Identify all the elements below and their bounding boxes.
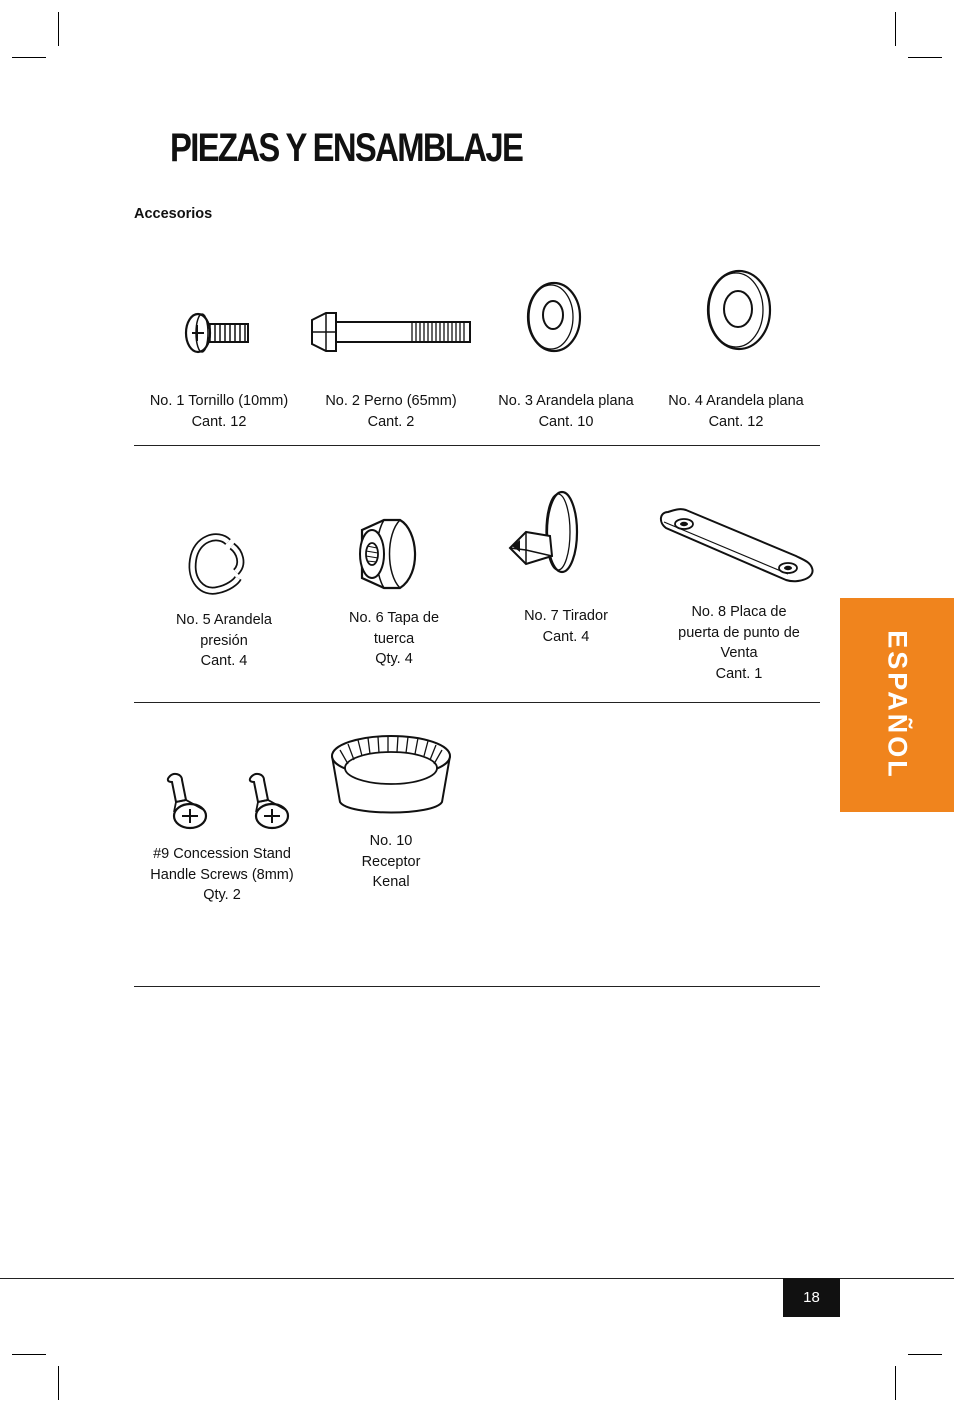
crop-mark — [908, 57, 942, 58]
part-7 — [474, 520, 654, 690]
flat-washer-large-icon — [704, 268, 774, 352]
handle-screw-icon — [160, 772, 300, 836]
part-10 — [314, 730, 474, 900]
part-6-caption: No. 6 Tapa de tuerca Qty. 4 — [348, 610, 440, 667]
language-tab-label: ESPAÑOL — [882, 630, 913, 780]
lock-washer-icon — [188, 532, 248, 596]
page-title: PIEZAS Y ENSAMBLAJE — [170, 126, 523, 170]
part-4-caption: No. 4 Arandela plana Cant. 12 — [668, 393, 804, 430]
part-1 — [134, 300, 304, 440]
part-6 — [314, 520, 474, 690]
part-3-caption: No. 3 Arandela plana Cant. 10 — [498, 393, 634, 430]
receptor-icon — [328, 732, 454, 822]
part-8-caption: No. 8 Placa de puerta de punto de Venta Cant. 1 — [678, 604, 800, 682]
crop-mark — [895, 12, 896, 46]
part-4 — [650, 300, 820, 440]
part-2-caption: No. 2 Perno (65mm) Cant. 2 — [325, 393, 457, 430]
crop-mark — [12, 1354, 46, 1355]
crop-mark — [58, 12, 59, 46]
divider — [134, 986, 820, 987]
part-7-caption: No. 7 Tirador Cant. 4 — [524, 608, 608, 645]
part-3 — [478, 300, 650, 440]
machine-screw-icon — [184, 310, 254, 358]
flat-washer-small-icon — [524, 280, 584, 354]
bolt-icon — [306, 310, 476, 354]
cap-nut-icon — [350, 514, 424, 594]
divider — [134, 702, 820, 703]
part-5 — [134, 520, 314, 690]
section-heading: Accesorios — [134, 206, 213, 222]
part-10-caption: No. 10 Receptor Kenal — [361, 833, 421, 890]
part-2 — [304, 300, 478, 440]
crop-mark — [908, 1354, 942, 1355]
part-1-caption: No. 1 Tornillo (10mm) Cant. 12 — [149, 393, 289, 430]
part-5-caption: No. 5 Arandela presión Cant. 4 — [176, 612, 272, 669]
page-number: 18 — [783, 1278, 840, 1317]
part-9 — [134, 760, 314, 910]
crop-mark — [12, 57, 46, 58]
knob-icon — [506, 490, 586, 576]
crop-mark — [58, 1366, 59, 1400]
part-8 — [654, 500, 820, 690]
crop-mark — [895, 1366, 896, 1400]
divider — [134, 445, 820, 446]
language-tab — [840, 598, 954, 812]
part-9-caption: #9 Concession Stand Handle Screws (8mm) Qty. 2 — [150, 846, 294, 903]
door-plate-icon — [656, 508, 818, 584]
